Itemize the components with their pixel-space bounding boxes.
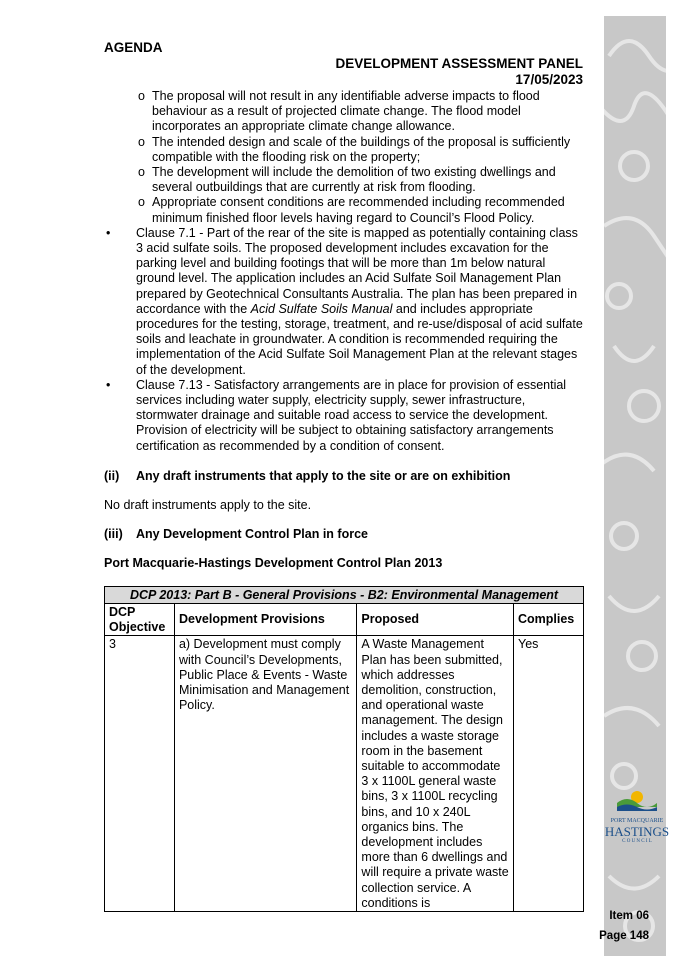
provision-cell: a) Development must comply with Council’s Developments, Public Place & Events - Waste Minimisation and Management Policy. bbox=[174, 636, 356, 912]
list-item: o Appropriate consent conditions are recommended including recommended minimum finished floor levels having regard to Council’s Flood Policy. bbox=[138, 195, 565, 225]
section-iii-heading: (iii) Any Development Control Plan in force bbox=[104, 527, 368, 542]
list-item: o The development will include the demolition of two existing dwellings and several outbuildings that are currently at risk from flooding. bbox=[138, 165, 556, 195]
logo-line-3: C O U N C I L bbox=[622, 839, 652, 844]
proposed-cell: A Waste Management Plan has been submitted, which addresses demolition, construction, and operational waste management. The design includes a waste storage room in the basement suitable to accommodate 3 x 1100L general waste bins, 3 x 1100L recycling bins, and 10 x 240L organics bins. The development includes more than 6 dwellings and will require a private waste collection service. A conditions is bbox=[357, 636, 514, 912]
table-row bbox=[105, 636, 584, 912]
column-header: Proposed bbox=[357, 603, 514, 635]
column-header: Development Provisions bbox=[174, 603, 356, 635]
logo-line-1: PORT MACQUARIE bbox=[610, 818, 664, 824]
list-item: • Clause 7.1 - Part of the rear of the site is mapped as potentially containing class 3 acid sulfate soils. The proposed development includes excavation for the parking level and building footings that will be more than 1m below natural ground level. The application includes an Acid Sulfate Soil Management Plan prepared by Geotechnical Consultants Australia. The plan has been prepared in accordance with the Acid Sulfate Soils Manual and includes appropriate procedures for the testing, storage, treatment, and re-use/disposal of acid sulfate soils and leachate in groundwater. A condition is recommended requiring the implementation of the Acid Sulfate Soil Management Plan at the relevant stages of the development. bbox=[106, 225, 583, 377]
flood-sub-bullets bbox=[104, 89, 584, 226]
complies-cell: Yes bbox=[514, 636, 584, 912]
dcp-title: Port Macquarie-Hastings Development Control Plan 2013 bbox=[104, 556, 443, 571]
list-item: o The intended design and scale of the buildings of the proposal is sufficiently compatible with the flooding risk on the property; bbox=[138, 134, 571, 164]
section-ii-heading: (ii) Any draft instruments that apply to the site or are on exhibition bbox=[104, 468, 511, 483]
column-header: DCP Objective bbox=[105, 603, 175, 635]
section-ii-text: No draft instruments apply to the site. bbox=[104, 498, 312, 513]
header-right bbox=[335, 56, 583, 88]
list-item: o The proposal will not result in any identifiable adverse impacts to flood behaviour as a result of projected climate change. The flood model incorporates an appropriate climate change allowance. bbox=[138, 89, 540, 134]
table-header-row bbox=[105, 603, 584, 635]
table-caption: DCP 2013: Part B - General Provisions - B2: Environmental Management bbox=[105, 586, 584, 603]
meeting-date: 17/05/2023 bbox=[515, 72, 583, 87]
council-logo bbox=[604, 787, 670, 847]
dcp-table bbox=[104, 586, 584, 912]
column-header: Complies bbox=[514, 603, 584, 635]
agenda-heading: AGENDA bbox=[104, 40, 163, 55]
objective-cell: 3 bbox=[105, 636, 175, 912]
list-item: • Clause 7.13 - Satisfactory arrangements are in place for provision of essential services including water supply, electricity supply, sewer infrastructure, stormwater drainage and suitable road access to service the development. Provision of electricity will be subject to obtaining satisfactory arrangements certification as recommended by a condition of consent. bbox=[106, 377, 567, 453]
logo-line-2: HASTINGS bbox=[604, 824, 670, 839]
clause-bullets bbox=[104, 226, 584, 454]
council-logo-icon bbox=[615, 787, 659, 813]
panel-title: DEVELOPMENT ASSESSMENT PANEL bbox=[335, 56, 583, 71]
item-number: Item 06 bbox=[609, 910, 649, 922]
page-number: Page 148 bbox=[599, 930, 649, 942]
page-body bbox=[104, 89, 584, 912]
